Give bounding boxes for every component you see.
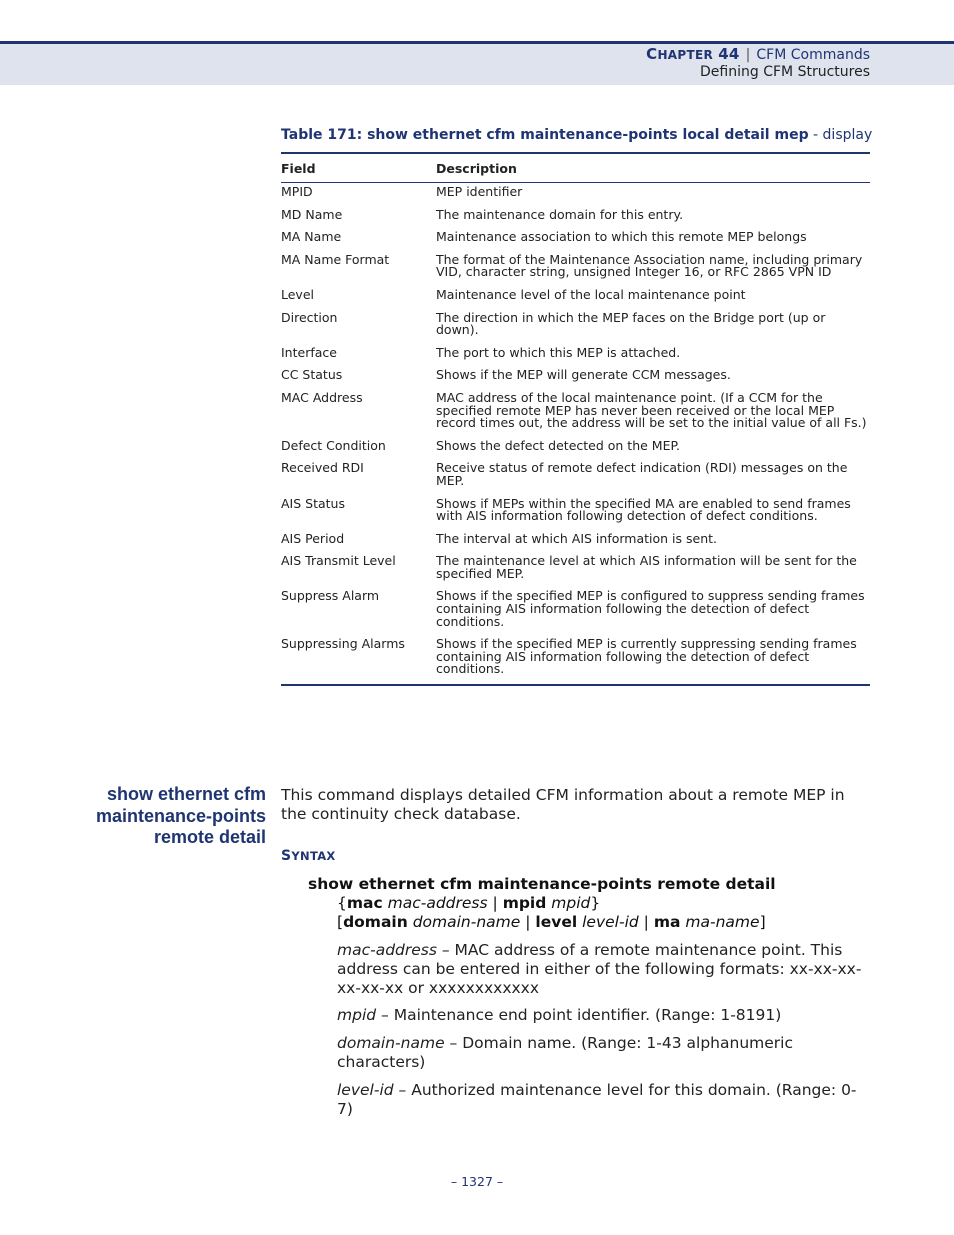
table-row (281, 635, 870, 685)
syntax-line-3: [domain domain-name | level level-id | ma ma-name] (337, 913, 766, 931)
field-name: Level (281, 286, 314, 302)
param-domain-name: domain-name – Domain name. (Range: 1-43 alphanumeric characters) (337, 1034, 793, 1071)
command-syntax (308, 875, 868, 932)
table-row (281, 587, 870, 635)
field-description: Shows if the MEP will generate CCM messages. (436, 367, 731, 383)
table-row (281, 286, 870, 309)
table-row (281, 389, 870, 437)
field-description: MAC address of the local maintenance point. (If a CCM for the specified remote MEP has never been received or the local MEP record times out, the address will be set to the initial value of all Fs.) (436, 389, 867, 431)
field-name: Direction (281, 309, 338, 325)
field-name: Defect Condition (281, 437, 386, 453)
table-row (281, 251, 870, 286)
chapter-title: CFM Commands (756, 47, 870, 63)
field-name: AIS Transmit Level (281, 553, 396, 569)
page-number: – 1327 – (450, 1174, 504, 1189)
field-description: Shows the defect detected on the MEP. (436, 437, 681, 453)
field-name: MA Name (281, 229, 342, 245)
table-caption: Table 171: show ethernet cfm maintenance-points local detail mep - display (281, 127, 873, 143)
field-description: The format of the Maintenance Association name, including primary VID, character string, unsigned Integer 16, or RFC 2865 VPN ID (436, 251, 863, 280)
col-description: Description (436, 153, 870, 183)
table-row (281, 552, 870, 587)
field-description: The direction in which the MEP faces on the Bridge port (up or down). (436, 309, 826, 338)
field-name: Interface (281, 344, 337, 360)
command-description: This command displays detailed CFM information about a remote MEP in the continuity check database. (281, 786, 845, 823)
field-description: The port to which this MEP is attached. (436, 344, 681, 360)
col-field: Field (281, 153, 436, 183)
field-name: AIS Period (281, 530, 345, 546)
field-description: MEP identifier (436, 184, 523, 199)
chapter-label: CHAPTER 44 (646, 45, 740, 63)
table-row (281, 437, 870, 460)
command-heading: show ethernet cfm maintenance-points remote detail (95, 784, 266, 847)
table-row (281, 495, 870, 530)
section-title: Defining CFM Structures (700, 64, 870, 80)
table-header-row (281, 153, 870, 183)
field-description: The maintenance domain for this entry. (436, 206, 684, 222)
table-row (281, 344, 870, 367)
table-row (281, 530, 870, 553)
field-description: Shows if the specified MEP is configured to suppress sending frames containing AIS information following the detection of defect conditions. (436, 588, 865, 629)
field-name: Suppressing Alarms (281, 635, 436, 685)
field-name: MPID (281, 184, 313, 199)
syntax-line-2: {mac mac-address | mpid mpid} (337, 894, 601, 912)
table-row (281, 366, 870, 389)
field-name: CC Status (281, 367, 343, 383)
param-level-id: level-id – Authorized maintenance level for this domain. (Range: 0-7) (337, 1080, 857, 1118)
field-description: The interval at which AIS information is sent. (436, 530, 717, 546)
table-row (281, 183, 870, 206)
field-name: Received RDI (281, 460, 364, 476)
syntax-heading: SYNTAX (281, 848, 336, 864)
field-name: MAC Address (281, 389, 363, 405)
param-mpid: mpid – Maintenance end point identifier. (Range: 1-8191) (337, 1006, 782, 1025)
field-description: Shows if the specified MEP is currently suppressing sending frames containing AIS information following the detection of defect conditions. (436, 635, 870, 685)
field-name: Suppress Alarm (281, 588, 380, 604)
param-mac-address: mac-address – MAC address of a remote maintenance point. This address can be entered in either of the following formats: xx-xx-xx-xx-xx-xx or xxxxxxxxxxxx (337, 941, 862, 997)
table-row (281, 459, 870, 494)
fields-table (281, 152, 870, 686)
header-separator: | (745, 47, 751, 63)
field-description: Maintenance level of the local maintenance point (436, 286, 746, 302)
chapter-header (646, 45, 870, 63)
table-row (281, 309, 870, 344)
field-description: The maintenance level at which AIS information will be sent for the specified MEP. (436, 553, 857, 581)
field-description: Receive status of remote defect indication (RDI) messages on the MEP. (436, 460, 848, 488)
field-name: AIS Status (281, 495, 345, 511)
field-description: Maintenance association to which this remote MEP belongs (436, 229, 807, 245)
command-name: show ethernet cfm maintenance-points remote detail (308, 875, 776, 893)
table-row (281, 228, 870, 251)
table-row (281, 206, 870, 229)
field-name: MD Name (281, 206, 343, 222)
parameter-list (337, 941, 867, 1127)
field-description: Shows if MEPs within the specified MA are enabled to send frames with AIS information following detection of defect conditions. (436, 495, 851, 524)
field-name: MA Name Format (281, 251, 390, 267)
